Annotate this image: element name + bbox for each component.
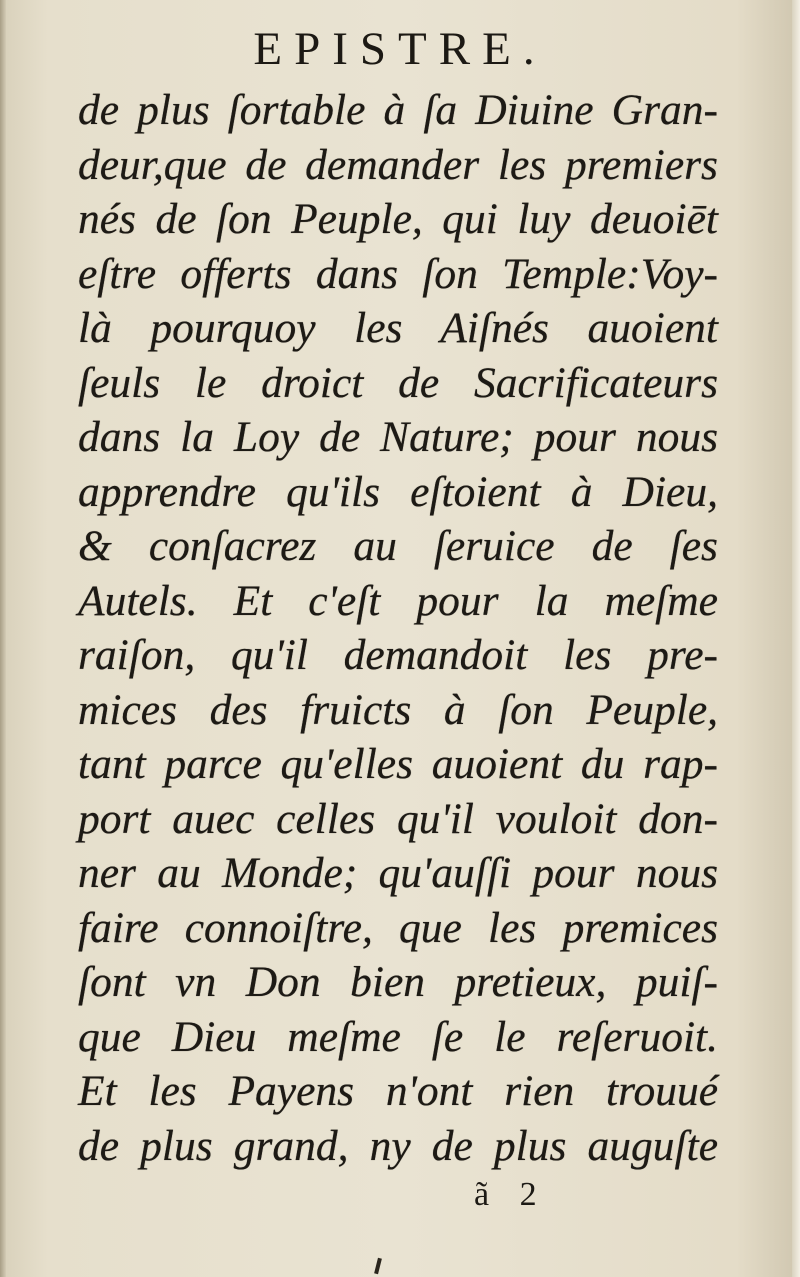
- text-line: apprendre qu'ils eſtoient à Dieu,: [78, 467, 718, 516]
- page-gutter-shadow: [0, 0, 6, 1277]
- signature-mark: ã 2: [474, 1176, 537, 1213]
- text-line: tant parce qu'elles auoient du rap-: [78, 740, 718, 788]
- text-line: port auec celles qu'il vouloit don-: [78, 794, 718, 843]
- text-line: Et les Payens n'ont rien trouué: [78, 1067, 718, 1115]
- text-line: mices des fruicts à ſon Peuple,: [78, 685, 718, 734]
- text-line: ſont vn Don bien pretieux, puiſ-: [78, 958, 718, 1006]
- text-line: là pourquoy les Aiſnés auoient: [78, 304, 718, 352]
- text-line: ner au Monde; qu'auſſi pour nous: [78, 849, 718, 897]
- text-line: raiſon, qu'il demandoit les pre-: [78, 631, 718, 679]
- running-head: EPISTRE.: [253, 23, 547, 75]
- text-line: ſeuls le droict de Sacrificateurs: [78, 358, 718, 407]
- text-line: & conſacrez au ſeruice de ſes: [78, 522, 718, 570]
- text-line: eſtre offerts dans ſon Temple:Voy-: [78, 249, 718, 298]
- page-edge: [792, 0, 800, 1277]
- text-line: faire connoiſtre, que les premices: [78, 903, 718, 952]
- text-line: nés de ſon Peuple, qui luy deuoiēt: [78, 195, 718, 243]
- text-line: deur,que de demander les premiers: [78, 140, 718, 189]
- text-line: de plus ſortable à ſa Diuine Gran-: [78, 86, 718, 134]
- text-line: de plus grand, ny de plus auguſte: [78, 1121, 718, 1170]
- text-line: Autels. Et c'eſt pour la meſme: [78, 576, 718, 625]
- text-line: dans la Loy de Nature; pour nous: [78, 413, 718, 461]
- ink-mark: [374, 1258, 382, 1274]
- text-line: que Dieu meſme ſe le reſeruoit.: [78, 1012, 718, 1061]
- body-text: [78, 83, 718, 1173]
